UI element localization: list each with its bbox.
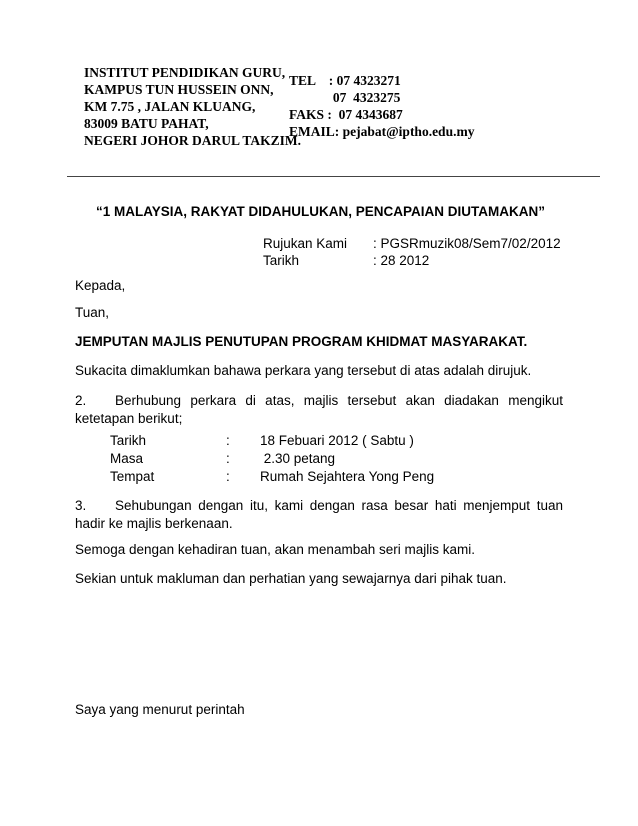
address-line: 83009 BATU PAHAT, <box>84 116 209 131</box>
paragraph-number: 3. <box>75 498 87 513</box>
paragraph-text: Berhubung perkara di atas, majlis tersebut akan diadakan mengikut ketetapan berikut; <box>75 393 563 426</box>
header-divider <box>67 176 600 177</box>
paragraph-text: Sehubungan dengan itu, kami dengan rasa besar hati menjemput tuan hadir ke majlis berkenaan. <box>75 498 563 531</box>
closing-line: Saya yang menurut perintah <box>75 702 245 717</box>
detail-value: Rumah Sejahtera Yong Peng <box>260 469 435 484</box>
contact-block <box>289 72 474 140</box>
paragraph-2 <box>75 392 563 428</box>
address-line: KM 7.75 , JALAN KLUANG, <box>84 99 256 114</box>
contact-tel: TEL : 07 4323271 <box>289 73 401 88</box>
detail-label: Tarikh <box>110 433 147 448</box>
detail-value: 2.30 petang <box>260 451 336 466</box>
contact-fax: FAKS : 07 4343687 <box>289 107 403 122</box>
salutation: Tuan, <box>75 305 110 320</box>
paragraph-3 <box>75 497 563 533</box>
detail-row <box>110 468 434 486</box>
reference-block <box>263 235 561 269</box>
detail-sep: : <box>226 469 230 484</box>
event-details <box>110 432 434 486</box>
detail-label: Masa <box>110 451 144 466</box>
address-line: NEGERI JOHOR DARUL TAKZIM. <box>84 133 302 148</box>
contact-tel-2: 07 4323275 <box>289 90 401 105</box>
detail-label: Tempat <box>110 469 155 484</box>
motto: “1 MALAYSIA, RAKYAT DIDAHULUKAN, PENCAPAIAN DIUTAMAKAN” <box>96 204 546 219</box>
address-line: INSTITUT PENDIDIKAN GURU, <box>84 65 286 80</box>
recipient-line: Kepada, <box>75 278 126 293</box>
detail-value: 18 Febuari 2012 ( Sabtu ) <box>260 433 414 448</box>
letter-subject: JEMPUTAN MAJLIS PENUTUPAN PROGRAM KHIDMAT MASYARAKAT. <box>75 334 528 349</box>
tarikh-value: : 28 2012 <box>373 253 430 268</box>
paragraph-number: 2. <box>75 393 87 408</box>
detail-sep: : <box>226 433 230 448</box>
reference-row <box>263 235 561 252</box>
contact-email: EMAIL: pejabat@iptho.edu.my <box>289 124 475 139</box>
address-line: KAMPUS TUN HUSSEIN ONN, <box>84 82 274 97</box>
tarikh-label: Tarikh <box>263 253 300 268</box>
paragraph-4: Semoga dengan kehadiran tuan, akan menambah seri majlis kami. <box>75 542 475 557</box>
opening-paragraph: Sukacita dimaklumkan bahawa perkara yang tersebut di atas adalah dirujuk. <box>75 363 532 378</box>
paragraph-5: Sekian untuk makluman dan perhatian yang sewajarnya dari pihak tuan. <box>75 571 507 586</box>
detail-row <box>110 450 434 468</box>
detail-row <box>110 432 434 450</box>
rujukan-value: : PGSRmuzik08/Sem7/02/2012 <box>373 236 561 251</box>
date-row <box>263 252 561 269</box>
detail-sep: : <box>226 451 230 466</box>
rujukan-label: Rujukan Kami <box>263 236 348 251</box>
institute-address <box>84 64 301 149</box>
